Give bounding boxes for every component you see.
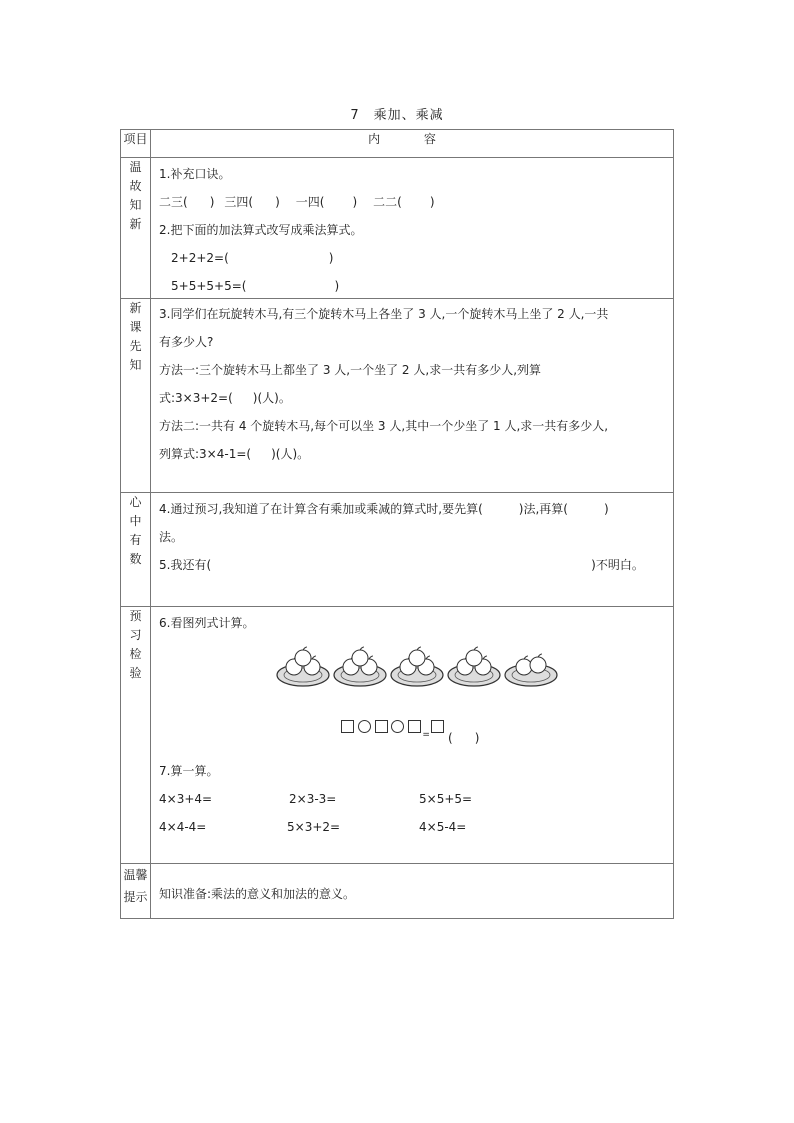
q4-line2: 法。 [159, 530, 184, 544]
section-tip [121, 864, 674, 919]
section-mind [121, 493, 674, 607]
method2-line1: 方法二:一共有 4 个旋转木马,每个可以坐 3 人,其中一个少坐了 1 人,求一共有多少人, [159, 419, 609, 433]
peach-stem [417, 647, 421, 650]
peach-stem [303, 647, 307, 650]
calc-2: 2×3-3= [289, 792, 337, 806]
blank-box [408, 720, 421, 733]
plates-svg [275, 645, 575, 689]
plate-3 [391, 647, 443, 686]
peach [295, 650, 311, 666]
q3-line1: 3.同学们在玩旋转木马,有三个旋转木马上各坐了 3 人,一个旋转木马上坐了 2 人,一共 [159, 307, 609, 321]
q2-text: 2.把下面的加法算式改写成乘法算式。 [159, 223, 363, 237]
section-new [121, 299, 674, 493]
plate-2 [334, 647, 386, 686]
peach-plates-illustration [275, 645, 575, 689]
plate-dish [391, 664, 443, 686]
section-preview [121, 607, 674, 864]
unit-paren: ( ) [448, 731, 480, 745]
lesson-title: 乘加、乘减 [373, 108, 444, 123]
q5-line: 5.我还有( )不明白。 [159, 558, 644, 572]
section-label-preview: 预习检验 [121, 607, 151, 864]
blank-box [375, 720, 388, 733]
plate-dish [334, 664, 386, 686]
method1-line2: 式:3×3+2=( )(人)。 [159, 391, 291, 405]
peach-stem [369, 656, 373, 659]
lesson-number: 7 [350, 108, 360, 123]
peach-stem [426, 656, 430, 659]
plate-5 [505, 654, 557, 686]
peach [530, 657, 546, 673]
q2-line1: 2+2+2=( ) [171, 251, 334, 265]
header-content: 内 容 [151, 130, 674, 158]
peach-stem [538, 654, 542, 657]
method1-line1: 方法一:三个旋转木马上都坐了 3 人,一个坐了 2 人,求一共有多少人,列算 [159, 363, 542, 377]
calc-5: 5×3+2= [287, 820, 341, 834]
tip-text: 知识准备:乘法的意义和加法的意义。 [159, 887, 356, 901]
blank-circle [391, 720, 404, 733]
section-label-review: 温故知新 [121, 158, 151, 299]
section-label-new: 新课先知 [121, 299, 151, 493]
peach-stem [312, 656, 316, 659]
section-label-mind: 心中有数 [121, 493, 151, 607]
section-content-tip [151, 864, 674, 919]
calc-4: 4×4-4= [159, 820, 207, 834]
q6-text: 6.看图列式计算。 [159, 616, 255, 630]
peach-stem [474, 647, 478, 650]
worksheet-table [120, 129, 674, 919]
peach [409, 650, 425, 666]
peach [516, 659, 532, 675]
blank-box [431, 720, 444, 733]
q2-line2: 5+5+5+5=( ) [171, 279, 340, 293]
peach [466, 650, 482, 666]
equals-sign: = [422, 730, 430, 740]
section-label-tip: 温馨 提示 [121, 864, 151, 919]
section-content-preview [151, 607, 674, 864]
q1-items: 二三( ) 三四( ) 一四( ) 二二( ) [159, 195, 435, 209]
plate-dish [448, 664, 500, 686]
peach-stem [360, 647, 364, 650]
calc-3: 5×5+5= [419, 792, 473, 806]
plate-1 [277, 647, 329, 686]
plate-dish [277, 664, 329, 686]
q3-line2: 有多少人? [159, 335, 214, 349]
blank-box [341, 720, 354, 733]
expression-template [341, 720, 444, 743]
section-content-new [151, 299, 674, 493]
section-content-mind [151, 493, 674, 607]
method2-line2: 列算式:3×4-1=( )(人)。 [159, 447, 310, 461]
calc-6: 4×5-4= [419, 820, 467, 834]
q7-text: 7.算一算。 [159, 764, 219, 778]
q4-line1: 4.通过预习,我知道了在计算含有乘加或乘减的算式时,要先算( )法,再算( ) [159, 502, 609, 516]
q1-text: 1.补充口诀。 [159, 167, 231, 181]
peach [352, 650, 368, 666]
section-content-review [151, 158, 674, 299]
header-row [121, 130, 674, 158]
blank-circle [358, 720, 371, 733]
peach-stem [483, 656, 487, 659]
peach-stem [524, 656, 528, 659]
page-title [0, 104, 794, 123]
header-item: 项目 [121, 130, 151, 158]
section-review [121, 158, 674, 299]
calc-1: 4×3+4= [159, 792, 213, 806]
plate-4 [448, 647, 500, 686]
